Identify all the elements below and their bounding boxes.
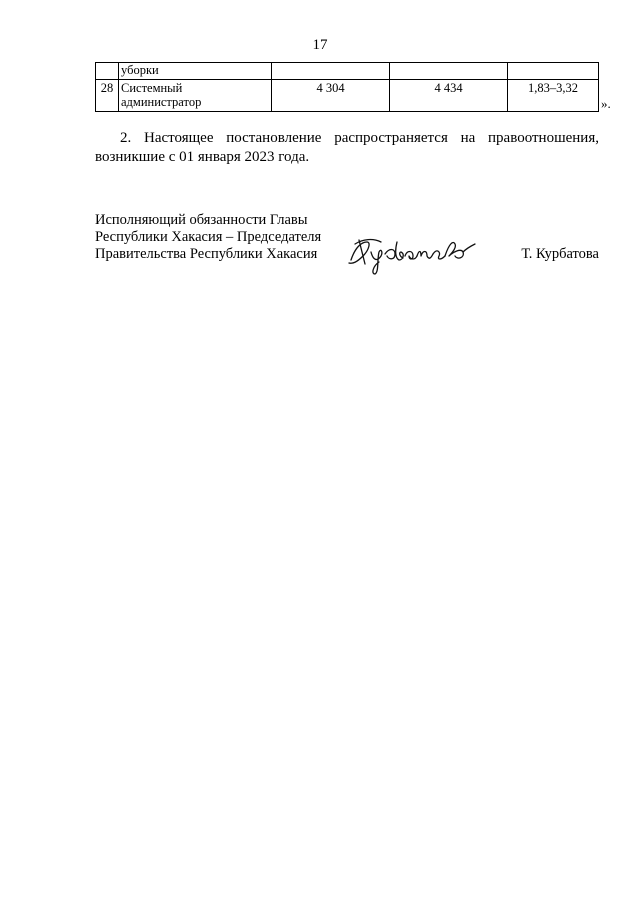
- position-name-line: уборки: [121, 63, 159, 77]
- signer-title-line: Исполняющий обязанности Главы: [95, 212, 308, 228]
- signer-name: Т. Курбатова: [521, 246, 599, 262]
- position-name-cell: [119, 80, 272, 112]
- value1-cell: 4 304: [272, 80, 390, 112]
- position-name-line: администратор: [121, 95, 202, 109]
- row-number-cell: 28: [96, 80, 119, 112]
- tariff-table: [95, 62, 599, 112]
- value3-cell: 1,83–3,32: [508, 80, 599, 112]
- table-row: [96, 63, 599, 80]
- value2-cell: 4 434: [390, 80, 508, 112]
- paragraph-2: 2. Настоящее постановление распространяется на правоотношения, возникшие с 01 января 2023 года.: [95, 130, 599, 165]
- position-name-cell: [119, 63, 272, 80]
- handwritten-signature: [345, 230, 480, 275]
- page-number: 17: [312, 37, 328, 53]
- value1-cell: [272, 63, 390, 80]
- row-number-cell: [96, 63, 119, 80]
- value2-cell: [390, 63, 508, 80]
- signer-title-line: Правительства Республики Хакасия: [95, 246, 318, 262]
- signer-title: [95, 212, 321, 263]
- position-name-line: Системный: [121, 81, 183, 95]
- signer-title-line: Республики Хакасия – Председателя: [95, 229, 322, 245]
- closing-quote: ».: [601, 96, 611, 111]
- value3-cell: [508, 63, 599, 80]
- table-row: [96, 80, 599, 112]
